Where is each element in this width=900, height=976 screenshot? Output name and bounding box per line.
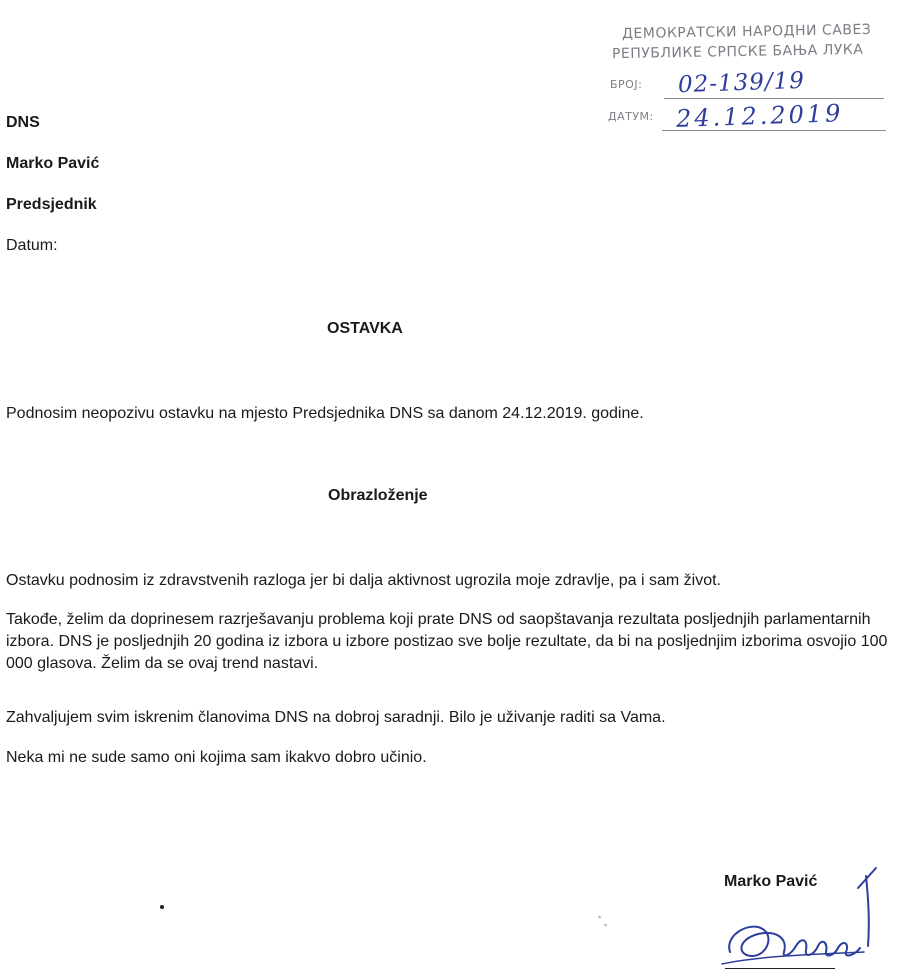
stamp-broj-label: БРОЈ: (610, 78, 643, 91)
stamp-datum-value: 24.12.2019 (675, 99, 844, 133)
body-paragraph: Takođe, želim da doprinesem razrješavanju problema koji prate DNS od saopštavanja rezultata posljednjih parlamentarnih izbora. DNS je posljednjih 20 godina iz izbora u izbore postizao sve bolje rezultate, da bi na posljednjim izborima osvojio 100 000 glasova. Želim da se ovaj trend nastavi. (6, 611, 888, 672)
handwritten-signature (718, 860, 888, 970)
stamp-datum-label: ДАТУМ: (608, 110, 654, 123)
stamp-organization-line-2: РЕПУБЛИКЕ СРПСКЕ БАЊА ЛУКА (611, 41, 864, 63)
body-paragraph: Zahvaljujem svim iskrenim članovima DNS na dobroj saradnji. Bilo je uživanje raditi sa Vama. (6, 709, 666, 726)
header-role: Predsjednik (6, 196, 97, 213)
scan-speck (598, 915, 602, 918)
header-name: Marko Pavić (6, 155, 100, 172)
header-organization: DNS (6, 114, 40, 131)
signature-line (725, 968, 835, 969)
scan-speck (160, 905, 164, 909)
section-heading: Obrazloženje (328, 487, 428, 504)
header-date-label: Datum: (6, 237, 58, 254)
body-paragraph: Neka mi ne sude samo oni kojima sam ikakvo dobro učinio. (6, 749, 427, 766)
scan-speck (604, 923, 608, 926)
registration-stamp (606, 16, 896, 136)
stamp-broj-rule (664, 98, 884, 99)
stamp-organization-line-1: ДЕМОКРАТСКИ НАРОДНИ САВЕЗ (621, 21, 872, 43)
intro-paragraph: Podnosim neopozivu ostavku na mjesto Predsjednika DNS sa danom 24.12.2019. godine. (6, 405, 644, 422)
stamp-broj-value: 02-139/19 (677, 67, 806, 99)
signatory-name: Marko Pavić (724, 873, 818, 890)
document-title: OSTAVKA (327, 320, 403, 337)
body-paragraph: Ostavku podnosim iz zdravstvenih razloga jer bi dalja aktivnost ugrozila moje zdravlje, pa i sam život. (6, 572, 721, 589)
